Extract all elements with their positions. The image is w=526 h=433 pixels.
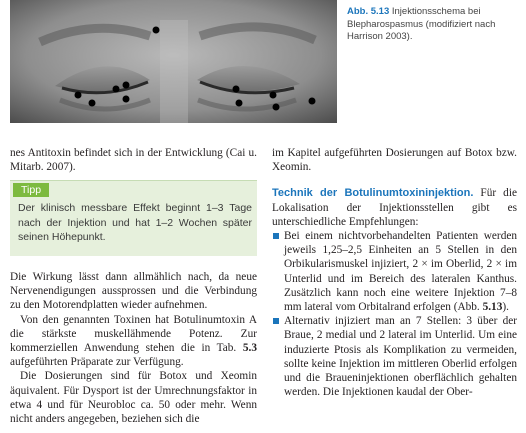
- figure-caption-text: Injektionsschema bei Blepharospasmus (modifiziert nach Harrison 2003).: [347, 6, 496, 43]
- figure-caption: [347, 6, 519, 44]
- tip-label: Tipp: [13, 183, 49, 197]
- paragraph-effect: Die Wirkung lässt dann allmählich nach, da neue Nervenendigungen aussprossen und die Verbindung zu den Motorendplatten wieder aufnehmen.: [10, 271, 257, 312]
- figure-reference[interactable]: 5.13: [482, 301, 503, 314]
- tip-text: Der klinisch messbare Effekt beginnt 1–3 Tage nach der Injektion und hat 1–2 Wochen später seinen Höhepunkt.: [18, 202, 252, 244]
- bullet-square-icon: [273, 318, 279, 324]
- tip-box: [10, 180, 257, 256]
- paragraph-dosage: Die Dosierungen sind für Botox und Xeomin äquivalent. Für Dysport ist der Umrechnungsfaktor in etwa 4 und für Neurobloc ca. 50 oder mehr. Wenn nicht anders angegeben, beziehen sich die: [10, 370, 257, 426]
- section-heading: Technik der Botulinumtoxininjektion.: [272, 187, 474, 200]
- right-continuation: im Kapitel aufgeführten Dosierungen auf Botox bzw. Xeomin.: [272, 147, 517, 174]
- paragraph-toxins: Von den genannten Toxinen hat Botulinumtoxin A die stärkste muskellähmende Potenz. Zur kommerziellen Anwendung stehen die in Tab. 5.3 aufgeführten Präparate zur Verfügung.: [10, 313, 257, 369]
- left-column-top: [10, 146, 257, 174]
- technique-paragraph: [272, 186, 517, 229]
- right-column: [272, 146, 517, 399]
- list-item: Bei einem nichtvorbehandelten Patienten werden jeweils 1,25–2,5 Einheiten an 5 Stellen in den Orbikularismuskel injiziert, 2 × im Oberlid, 2 × im Unterlid und im Bereich des lateralen Kanthus. Zusätzlich kann noch eine weitere Injektion 7–8 mm lateral vom Orbitalrand erfolgen (Abb. 5.13).: [272, 229, 517, 314]
- bullet-square-icon: [273, 233, 279, 239]
- list-item: Alternativ injiziert man an 7 Stellen: 3 über der Braue, 2 medial und 2 lateral im Unterlid. Um eine induzierte Ptosis als Komplikation zu vermeiden, sollte keine Injektion im mittleren Oberlid erfolgen und die Braueninjektionen oberflächlich gehalten werden. Die Injektionen kaudal der Ober-: [272, 314, 517, 399]
- technique-intro: Für die Lokalisation der Injektionsstellen gibt es unterschiedliche Empfehlungen:: [272, 187, 517, 228]
- figure-label: Abb. 5.13: [347, 6, 390, 17]
- left-continuation: nes Antitoxin befindet sich in der Entwicklung (Cai u. Mitarb. 2007).: [10, 147, 257, 174]
- injection-scheme-photo: [10, 0, 337, 123]
- table-reference[interactable]: 5.3: [242, 342, 257, 355]
- left-column-body: [10, 270, 257, 426]
